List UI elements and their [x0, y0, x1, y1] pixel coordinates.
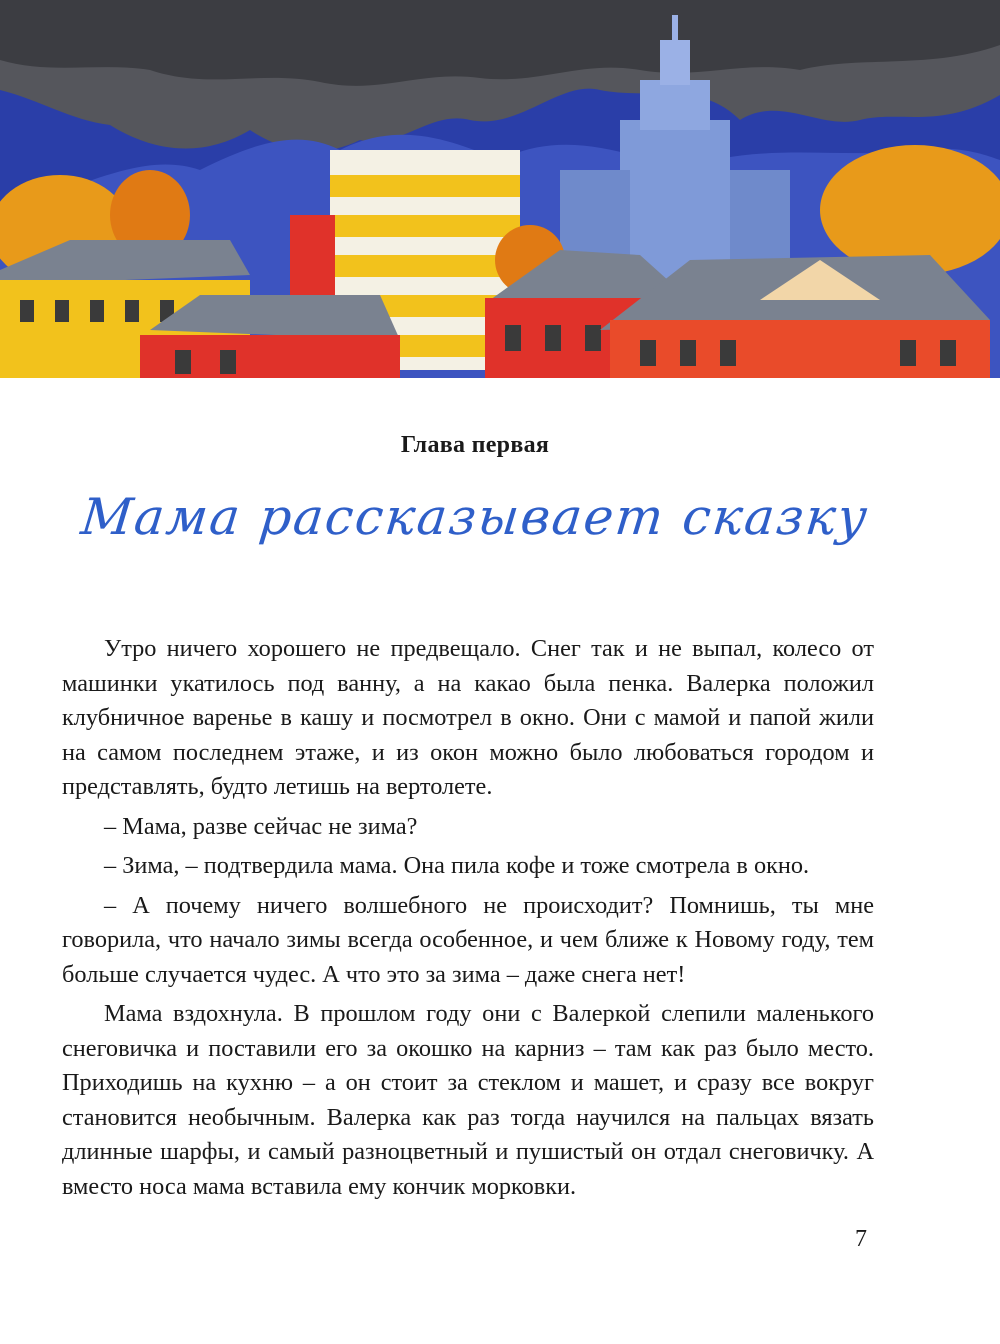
- page-number: 7: [855, 1226, 867, 1252]
- paragraph: – А почему ничего волшебного не происходит? Помнишь, ты мне говорила, что начало зимы всегда особенное, и чем ближе к Новому году, тем больше случается чудес. А что это за зима – даже снега нет!: [62, 891, 874, 988]
- paragraph: Мама вздохнула. В прошлом году они с Валеркой слепили маленького снеговичка и поставили его за окошко на карниз – там как раз было место. Приходишь на кухню – а он стоит за стеклом и машет, и сразу все вокруг становится необычным. Валерка как раз тогда научился на пальцах вязать длинные шарфы, и самый разноцветный и пушистый он отдал снеговичку. А вместо носа мама вставила ему кончик морковки.: [62, 1000, 874, 1200]
- city-illustration: [0, 0, 1000, 385]
- chapter-title: Мама рассказывает сказку: [78, 488, 872, 546]
- chapter-label: Глава первая: [400, 432, 550, 458]
- paragraph: Утро ничего хорошего не предвещало. Снег так и не выпал, колесо от машинки укатилось под ванну, а на какао была пенка. Валерка положил клубничное варенье в кашу и посмотрел в окно. Они с мамой и папой жили на самом последнем этаже, и из окон можно было любоваться городом и представлять, будто летишь на вертолете.: [62, 635, 874, 800]
- paragraph: – Зима, – подтвердила мама. Она пила кофе и тоже смотрела в окно.: [104, 852, 810, 879]
- paragraph: – Мама, разве сейчас не зима?: [104, 812, 418, 840]
- bottom-edge: [0, 378, 1000, 385]
- body-text: [62, 632, 874, 1209]
